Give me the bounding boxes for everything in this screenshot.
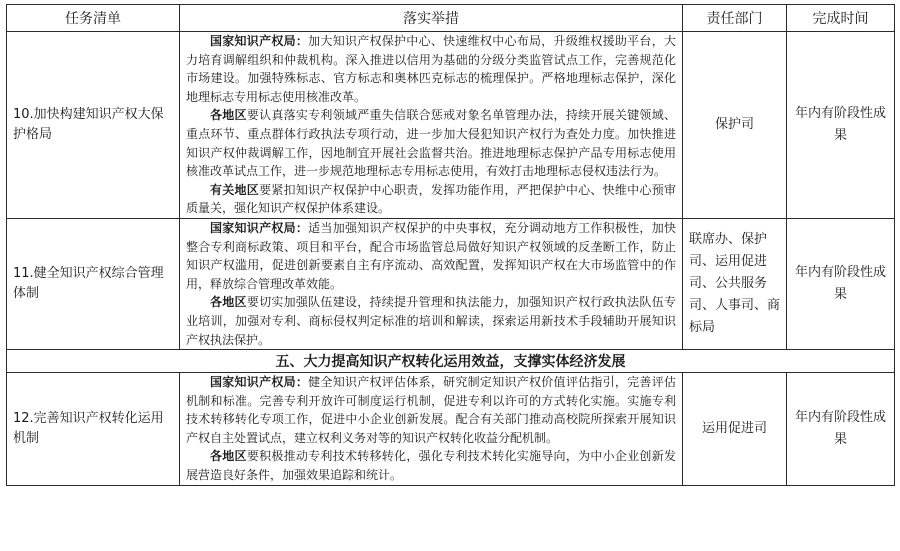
- measure-paragraph: [186, 181, 676, 218]
- time-cell: 年内有阶段性成果: [787, 373, 895, 486]
- measure-paragraph: [186, 373, 676, 447]
- dept-cell: 联席办、保护司、运用促进司、公共服务司、人事司、商标局: [683, 218, 787, 349]
- header-measure: 落实举措: [180, 5, 683, 32]
- section-title: 五、大力提高知识产权转化运用效益，支撑实体经济发展: [7, 350, 895, 373]
- actor-label: 国家知识产权局：: [210, 375, 309, 390]
- measure-cell: [180, 373, 683, 486]
- actor-label: 国家知识产权局：: [210, 34, 309, 48]
- measure-text: 要切实加强队伍建设，持续提升管理和执法能力，加强知识产权行政执法队伍专业培训，加强对专利、商标侵权判定标准的培训和解读，探索运用新技术手段辅助开展知识产权执法保护。: [186, 295, 676, 347]
- dept-cell: 保护司: [683, 32, 787, 219]
- measure-text: 要紧扣知识产权保护中心职责，发挥功能作用，严把保护中心、快维中心预审质量关，强化知识产权保护体系建设。: [186, 182, 676, 216]
- measure-cell: [180, 218, 683, 349]
- measure-text: 要积极推动专利技术转移转化，强化专利技术转化实施导向，为中小企业创新发展营造良好条件，加强效果追踪和统计。: [186, 449, 676, 483]
- actor-label: 各地区: [210, 295, 247, 310]
- header-time: 完成时间: [787, 5, 895, 32]
- actor-label: 各地区: [210, 449, 247, 464]
- task-cell: 12.完善知识产权转化运用机制: [7, 373, 180, 486]
- measure-cell: [180, 32, 683, 219]
- header-dept: 责任部门: [683, 5, 787, 32]
- measure-paragraph: [186, 106, 676, 180]
- measure-text: 要认真落实专利领域严重失信联合惩戒对象名单管理办法，持续开展关键领域、重点环节、重点群体行政执法专项行动，进一步加大侵犯知识产权行为查处力度。加快推进知识产权仲裁调解工作，因地制宜开展社会监督共治。推进地理标志保护产品专用标志使用核准改革试点工作，进一步规范地理标志专用标志使用，有效打击地理标志侵权违法行为。: [186, 108, 676, 179]
- measure-paragraph: [186, 32, 676, 106]
- dept-cell: 运用促进司: [683, 373, 787, 486]
- header-task: 任务清单: [7, 5, 180, 32]
- measure-text: 健全知识产权评估体系，研究制定知识产权价值评估指引，完善评估机制和标准。完善专利开放许可制度运行机制，促进专利以许可的方式转化实施。实施专利技术转移转化专项工作，促进中小企业创新发展。配合有关部门推动高校院所探索开展知识产权自主处置试点，建立权利义务对等的知识产权转化收益分配机制。: [186, 375, 676, 445]
- table-row: [7, 373, 895, 486]
- measures-table: [6, 4, 895, 486]
- measure-text: 适当加强知识产权保护的中央事权，充分调动地方工作积极性，加快整合专利商标政策、项目和平台，配合市场监管总局做好知识产权领域的反垄断工作，防止知识产权滥用，促进创新要素自主有序流动、高效配置，发挥知识产权在大市场监管中的作用，释放综合管理改革效能。: [186, 220, 676, 291]
- measure-paragraph: [186, 447, 676, 484]
- actor-label: 有关地区: [210, 182, 260, 197]
- actor-label: 各地区: [210, 108, 247, 123]
- measure-paragraph: [186, 293, 676, 349]
- time-cell: 年内有阶段性成果: [787, 218, 895, 349]
- table-header-row: [7, 5, 895, 32]
- task-cell: 11.健全知识产权综合管理体制: [7, 218, 180, 349]
- task-cell: 10.加快构建知识产权大保护格局: [7, 32, 180, 219]
- measure-paragraph: [186, 219, 676, 293]
- table-row: [7, 218, 895, 349]
- measure-text: 加大知识产权保护中心、快速维权中心布局，升级维权援助平台，大力培育调解组织和仲裁机构。深入推进以信用为基础的分级分类监管试点工作，完善规范化市场建设。加强特殊标志、官方标志和奥林匹克标志的梳理保护。严格地理标志保护，深化地理标志专用标志使用核准改革。: [186, 34, 676, 104]
- section-row: [7, 350, 895, 373]
- actor-label: 国家知识产权局：: [210, 220, 309, 235]
- table-row: [7, 32, 895, 219]
- time-cell: 年内有阶段性成果: [787, 32, 895, 219]
